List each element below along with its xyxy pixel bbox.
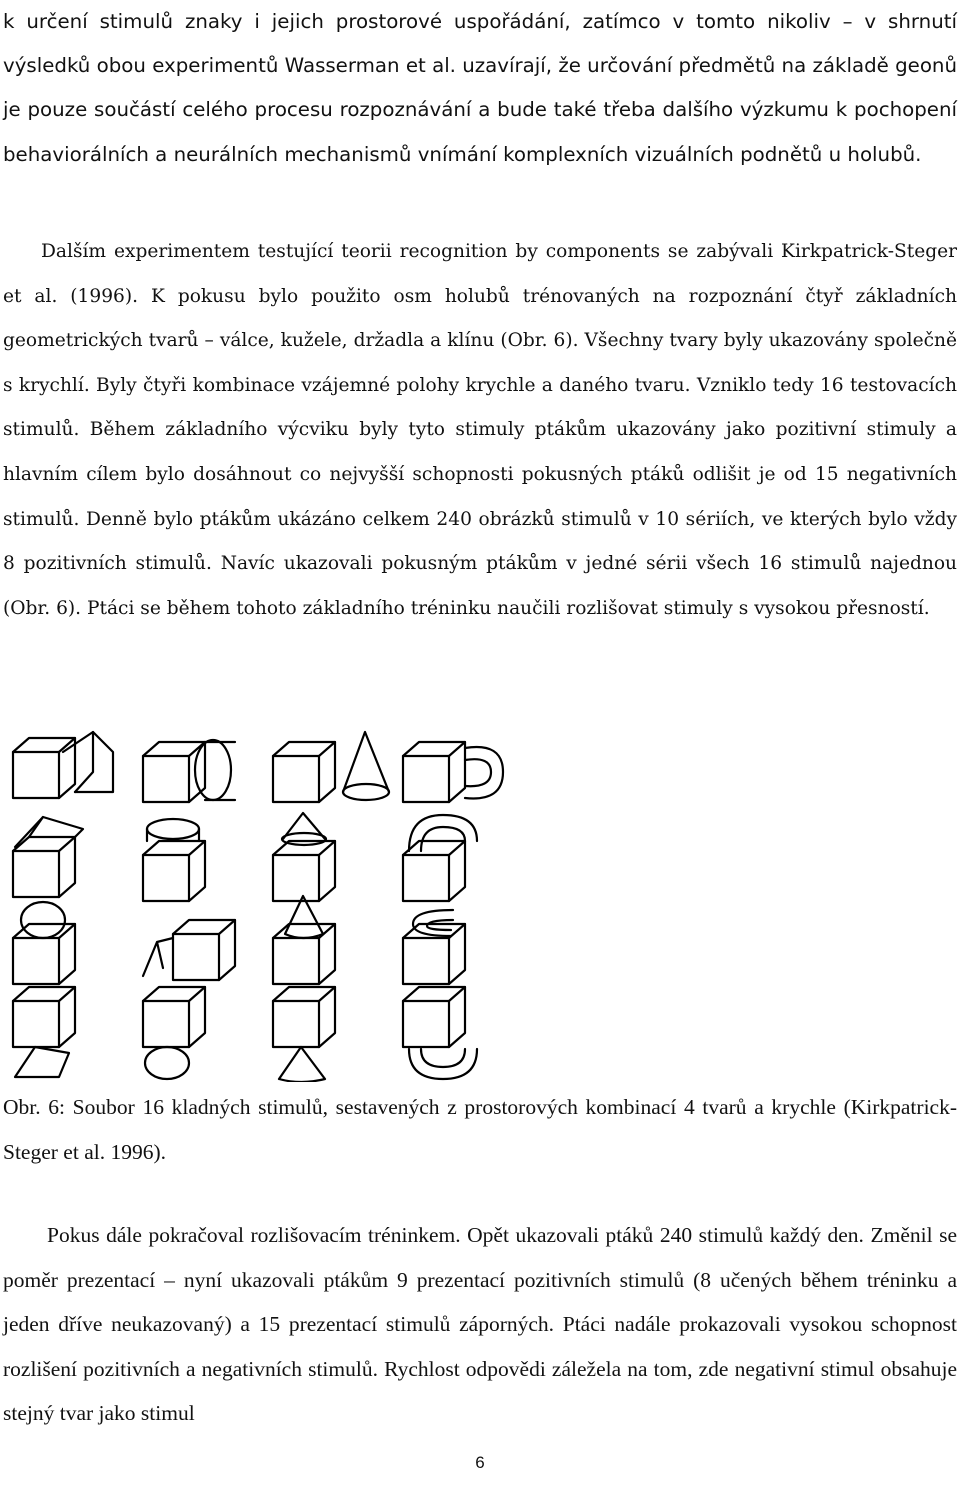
stimulus-handle-top-cube [403, 815, 477, 901]
stimulus-wedge-cube [13, 732, 113, 798]
stimulus-cylinder-over-cube [13, 902, 75, 984]
figure-stimuli-grid [3, 722, 533, 1082]
paragraph-kirkpatrick-experiment: Dalším experimentem testující teorii recognition by components se zabývali Kirkpatrick-Steger et al. (1996). K pokusu bylo použito osm holubů trénovaných na rozpoznání čtyř základních geometrických tvarů – válce, kužele, držadla a klínu (Obr. 6). Všechny tvary byly ukazovány společně s krychlí. Byly čtyři kombinace vzájemné polohy krychle a daného tvaru. Vzniklo tedy 16 testovacích stimulů. Během základního výcviku byly tyto stimuly ptákům ukazovány jako pozitivní stimuly a hlavním cílem bylo dosáhnout co nejvyšší schopnosti pokusných ptáků odlišit je od 15 negativních stimulů. Denně bylo ptákům ukázáno celkem 240 obrázků stimulů v 10 sériích, ve kterých bylo vždy 8 pozitivních stimulů. Navíc ukazovali pokusným ptákům v jedné sérii všech 16 stimulů najednou (Obr. 6). Ptáci se během tohoto základního tréninku naučili rozlišovat stimuly s vysokou přesností. [3, 241, 957, 619]
stimulus-cylinder-top-cube [143, 819, 205, 901]
stimulus-handle-cube [403, 742, 503, 802]
figure-caption: Obr. 6: Soubor 16 kladných stimulů, sestavených z prostorových kombinací 4 tvarů a krychle (Kirkpatrick-Steger et al. 1996). [3, 1095, 957, 1164]
stimulus-handle-bottom-cube [403, 987, 477, 1079]
stimuli-line-drawings [3, 722, 533, 1082]
stimulus-cone-cube [273, 732, 389, 802]
stimulus-wedge-bottom-cube [13, 987, 75, 1077]
stimulus-handle-over-cube [403, 910, 465, 984]
paragraph-discrimination-training: Pokus dále pokračoval rozlišovacím tréninkem. Opět ukazovali ptáků 240 stimulů každý den. Změnil se poměr prezentací – nyní ukazovali ptákům 9 prezentací pozitivních stimulů (8 učených během tréninku a jeden dříve neukazovaný) a 15 prezentací stimulů záporných. Ptáci nadále prokazovali vysokou schopnost rozlišení pozitivních a negativních stimulů. Rychlost odpovědi záležela na tom, zde negativní stimul obsahuje stejný tvar jako stimul [3, 1223, 957, 1425]
stimulus-cone-bottom-cube [273, 987, 335, 1082]
stimulus-cone-top-cube [273, 813, 335, 901]
stimulus-wedge-left-cube [143, 920, 235, 980]
page-number: 6 [475, 1453, 485, 1472]
stimulus-cone-over-cube [273, 896, 335, 984]
stimulus-cylinder-cube [143, 740, 235, 802]
stimulus-cylinder-bottom-cube [143, 987, 205, 1079]
stimulus-wedge-top-cube [13, 817, 83, 897]
paragraph-wasserman-summary: k určení stimulů znaky i jejich prostorové uspořádání, zatímco v tomto nikoliv – v shrnutí výsledků obou experimentů Wasserman et al. uzavírají, že určování předmětů na základě geonů je pouze součástí celého procesu rozpoznávání a bude také třeba dalšího výzkumu k pochopení behaviorálních a neurálních mechanismů vnímání komplexních vizuálních podnětů u holubů. [3, 10, 957, 166]
